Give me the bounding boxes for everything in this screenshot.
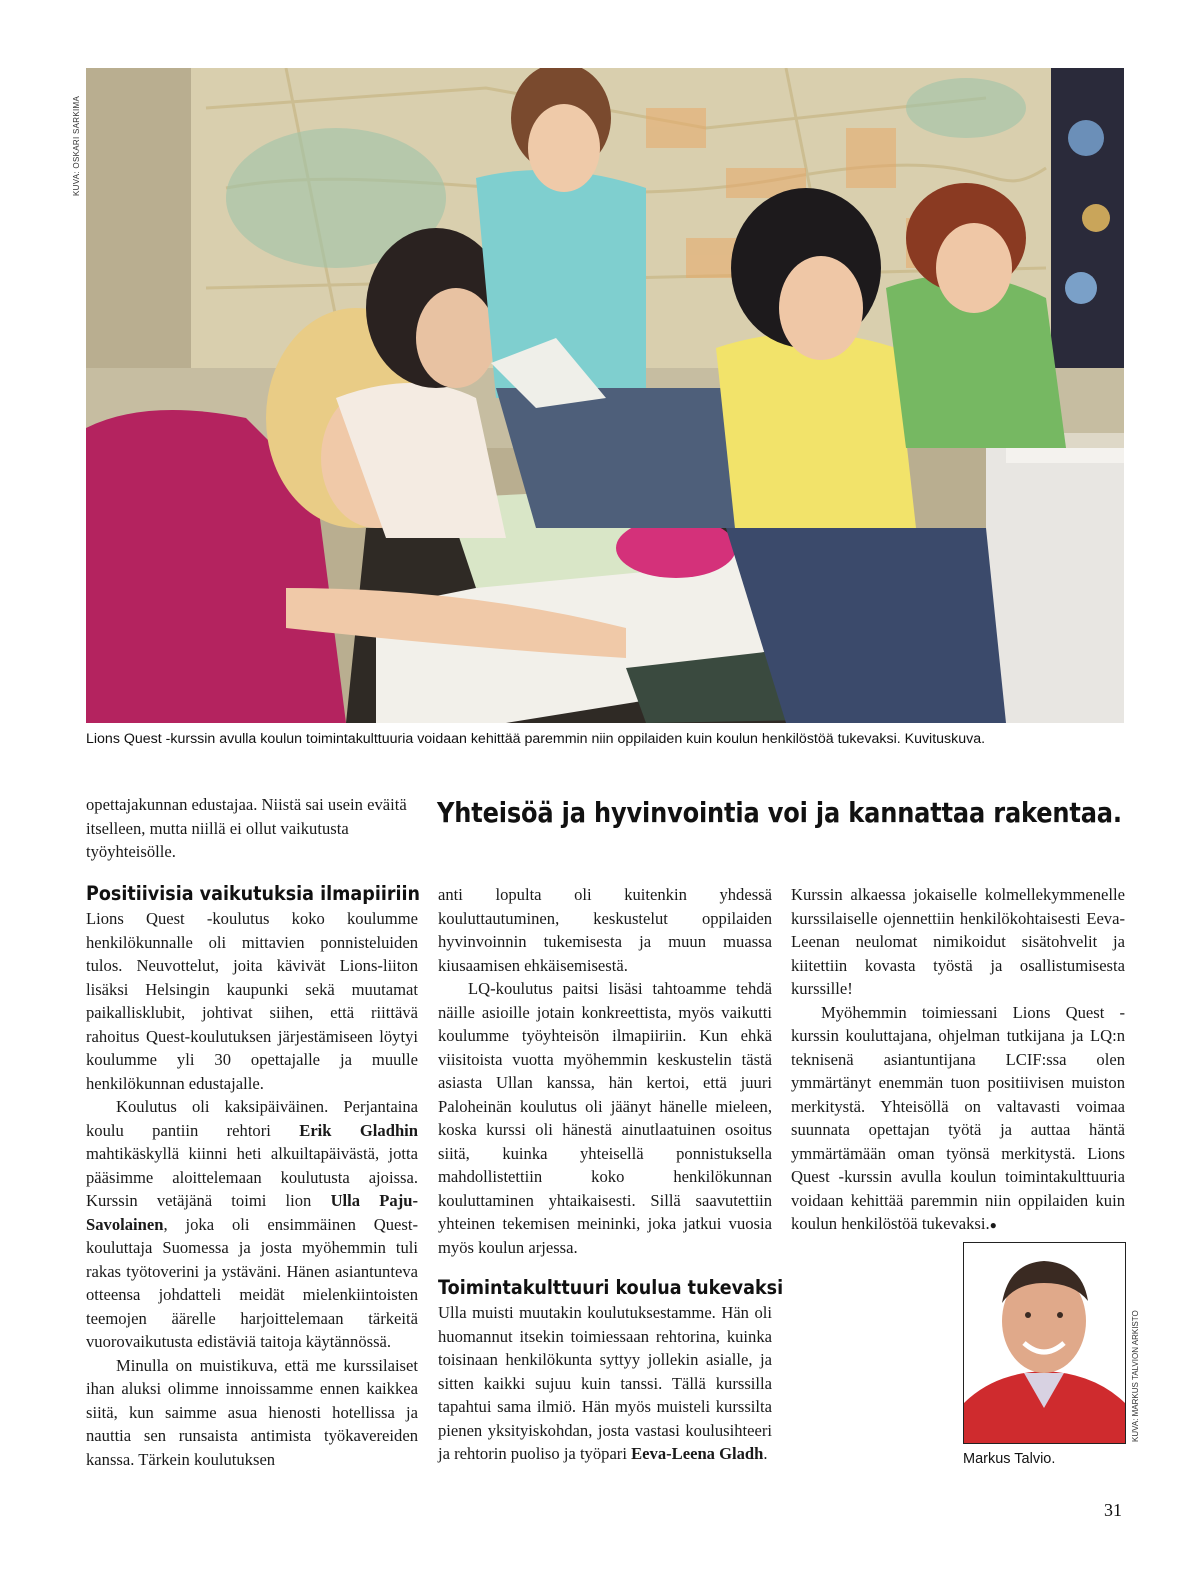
person-name: Eeva-Leena Gladh (631, 1444, 764, 1463)
page-number: 31 (1104, 1500, 1122, 1520)
hero-photo (86, 68, 1124, 723)
person-name: Ulla Paju-Savolainen (86, 1191, 418, 1234)
section-heading: Toimintakulttuuri koulua tukevaksi (438, 1276, 784, 1299)
article-column-1 (86, 793, 418, 864)
author-portrait (963, 1242, 1126, 1444)
paragraph: Ulla muisti muutakin koulutuksestamme. Hän oli huomannut itsekin toimiessaan rehtorina, kuinka toisinaan henkilökunta syttyy jollekin asialle, ja sitten kaikki sujuu kuin tanssi. Tällä kurssilla tapahtui sama ilmiö. Hän myös muisteli kurssilta pienen yksityiskohdan, josta vastasi koulusihteeri ja rehtorin puoliso ja työpari Eeva-Leena Gladh. (438, 1303, 772, 1463)
section-heading: Positiivisia vaikutuksia ilmapiiriin (86, 882, 421, 905)
end-mark: ● (989, 1218, 997, 1232)
article-column-2 (438, 883, 784, 1466)
portrait-caption: Markus Talvio. (963, 1451, 1056, 1467)
paragraph: anti lopulta oli kuitenkin yhdessä kouluttautuminen, keskustelut oppilaiden hyvinvoinnin tukemisesta ja muun muassa kiusaamisen ehkäisemisestä. (438, 885, 772, 975)
paragraph: LQ-koulutus paitsi lisäsi tahtoamme tehdä näille asioille jotain konkreettista, myös vaikutti koulumme työyhteisön ilmapiiriin. Kun ehkä viisitoista vuotta myöhemmin keskustelin tästä asiasta Ullan kanssa, hän kertoi, että juuri Paloheinän koulutus oli jäänyt hänelle mieleen, koska kurssi oli hänestä ainutlaatuinen osoitus siitä, kuinka yhteisellä ponnistuksella mahdollistettiin koko henkilökunnan kouluttaminen yhtaikaisesti. Sillä saavutettiin yhteinen tekemisen meininki, joka jatkui vuosia myös koulun arjessa. (438, 979, 772, 1257)
paragraph: Myöhemmin toimiessani Lions Quest -kurssin kouluttajana, ohjelman tutkijana ja LQ:n teknisenä asiantuntijana LCIF:ssa olen ymmärtänyt enemmän tuon positiivisen muiston merkitystä. Yhteisöllä on valtavasti voimaa suunnata opettajan työtä ja auttaa häntä ymmärtämään oman työnsä merkitystä. Lions Quest -kurssin avulla koulun toimintakulttuuria voidaan kehittää paremmin niin oppilaiden kuin koulun henkilöstöä tukevaksi.● (791, 1002, 1125, 1233)
hero-caption: Lions Quest -kurssin avulla koulun toimintakulttuuria voidaan kehittää paremmin niin oppilaiden kuin koulun henkilöstöä tukevaksi. Kuvituskuva. (86, 731, 986, 747)
paragraph: opettajakunnan edustajaa. Niistä sai usein eväitä itselleen, mutta niillä ei ollut vaikutusta työyhteisölle. (86, 795, 407, 861)
article-column-1-body (86, 880, 421, 1471)
paragraph: Lions Quest -koulutus koko koulumme henkilökunnalle oli mittavien ponnisteluiden tulos. Neuvottelut, joita kävivät Lions-liiton lisäksi Helsingin kaupunki sekä muutamat paikallisklubit, johtivat siihen, että riittävä rahoitus Quest-koulutuksen järjestämiseen löytyi koulumme yli 30 opettajalle ja muulle henkilökunnan edustajalle. (86, 909, 418, 1093)
portrait-credit: KUVA: MARKUS TALVION ARKISTO (1131, 1310, 1140, 1442)
pull-quote: Yhteisöä ja hyvinvointia voi ja kannattaa rakentaa. (437, 796, 1122, 829)
photo-credit: KUVA: OSKARI SARKIMA (72, 95, 81, 196)
paragraph: Kurssin alkaessa jokaiselle kolmellekymmenelle kurssilaiselle ojennettiin henkilökohtaisesti Eeva-Leenan neulomat nimikoidut sisätohvelit ja kiitettiin kovasta työstä ja osallistumisesta kurssille! (791, 885, 1125, 998)
paragraph: Koulutus oli kaksipäiväinen. Perjantaina koulu pantiin rehtori Erik Gladhin mahtikäskyllä kiinni heti alkuiltapäivästä, jotta pääsimme aloittelemaan koulutusta ajoissa. Kurssin vetäjänä toimi lion Ulla Paju-Savolainen, joka oli ensimmäinen Quest-kouluttaja Suomessa ja josta myöhemmin tuli rakas työtoverini ja ystäväni. Hänen asiantunteva otteensa johdatteli meidät mielenkiintoisten teemojen äärelle harjoittelemaan tärkeitä vuorovaikutusta edistäviä taitoja käytännössä. (86, 1097, 419, 1351)
paragraph: Minulla on muistikuva, että me kurssilaiset ihan aluksi olimme innoissamme ennen kaikkea siitä, kun saimme asua hienosti hotellissa ja nauttia sen runsaista antimista työkavereiden kanssa. Tärkein koulutuksen (86, 1355, 418, 1469)
person-name: Erik Gladhin (299, 1120, 419, 1140)
article-column-3 (791, 883, 1125, 1238)
